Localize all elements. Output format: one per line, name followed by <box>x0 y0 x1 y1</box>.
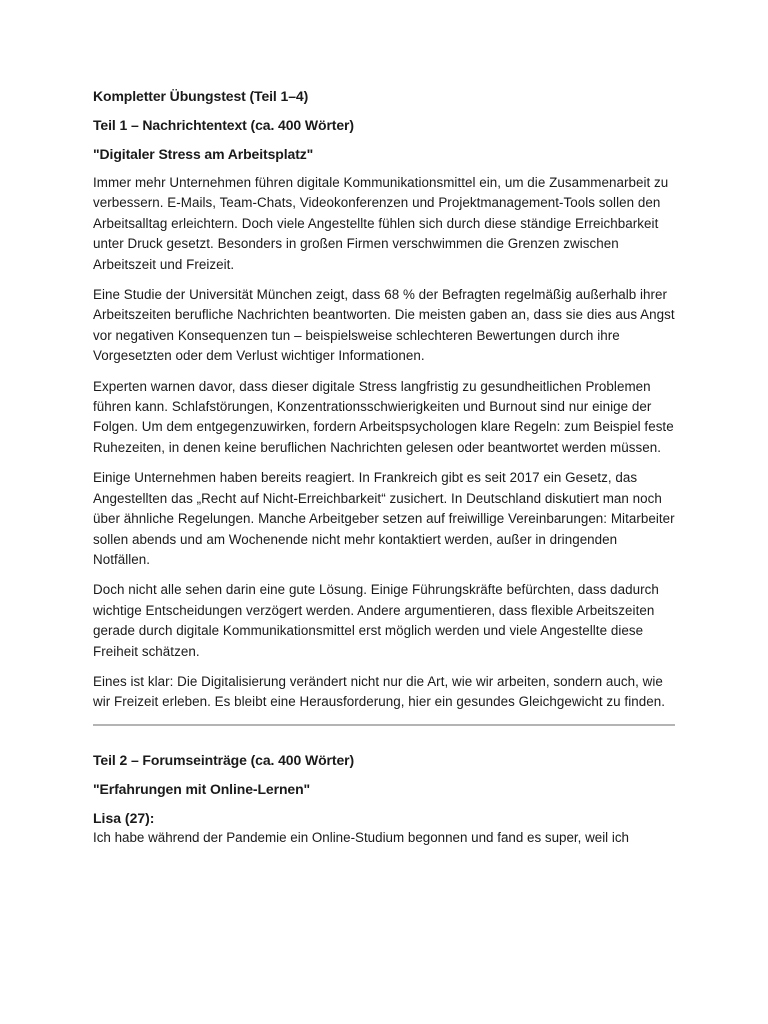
section-divider <box>93 724 675 726</box>
part1-paragraph: Einige Unternehmen haben bereits reagiert. In Frankreich gibt es seit 2017 ein Gesetz, das Angestellten das „Recht auf Nicht-Erreichbarkeit“ zusichert. In Deutschland diskutiert man noch über ähnliche Regelungen. Manche Arbeitgeber setzen auf freiwillige Vereinbarungen: Mitarbeiter sollen abends und am Wochenende nicht mehr kontaktiert werden, außer in dringenden Notfällen. <box>93 470 675 567</box>
part1-paragraph: Immer mehr Unternehmen führen digitale Kommunikationsmittel ein, um die Zusammenarbeit zu verbessern. E-Mails, Team-Chats, Videokonferenzen und Projektmanagement-Tools sollen den Arbeitsalltag erleichtern. Doch viele Angestellte fühlen sich durch diese ständige Erreichbarkeit unter Druck gesetzt. Besonders in großen Firmen verschwimmen die Grenzen zwischen Arbeitszeit und Freizeit. <box>93 175 669 272</box>
forum-entry <box>93 808 675 848</box>
part1-paragraph: Eines ist klar: Die Digitalisierung verändert nicht nur die Art, wie wir arbeiten, sondern auch, wie wir Freizeit erleben. Es bleibt eine Herausforderung, hier ein gesundes Gleichgewicht zu finden. <box>93 673 665 710</box>
part1-heading: Teil 1 – Nachrichtentext (ca. 400 Wörter) <box>93 117 354 133</box>
part1-subtitle: "Digitaler Stress am Arbeitsplatz" <box>93 146 314 162</box>
document-title: Kompletter Übungstest (Teil 1–4) <box>93 88 309 104</box>
part2-subtitle: "Erfahrungen mit Online-Lernen" <box>93 780 311 797</box>
part1-paragraph: Experten warnen davor, dass dieser digitale Stress langfristig zu gesundheitlichen Problemen führen kann. Schlafstörungen, Konzentrationsschwierigkeiten und Burnout sind nur einige der Folgen. Um dem entgegenzuwirken, fordern Arbeitspsychologen klare Regeln: zum Beispiel feste Ruhezeiten, in denen keine beruflichen Nachrichten gelesen oder beantwortet werden müssen. <box>93 378 674 455</box>
part2-heading: Teil 2 – Forumseinträge (ca. 400 Wörter) <box>93 751 355 768</box>
part1-paragraph: Doch nicht alle sehen darin eine gute Lösung. Einige Führungskräfte befürchten, dass dadurch wichtige Entscheidungen verzögert werden. Andere argumentieren, dass flexible Arbeitszeiten gerade durch digitale Kommunikationsmittel erst möglich werden und viele Angestellte diese Freiheit schätzen. <box>93 582 659 659</box>
forum-entry-text: Ich habe während der Pandemie ein Online-Studium begonnen und fand es super, weil ich <box>93 829 629 845</box>
part1-paragraph: Eine Studie der Universität München zeigt, dass 68 % der Befragten regelmäßig außerhalb ihrer Arbeitszeiten berufliche Nachrichten beantworten. Die meisten gaben an, dass sie dies aus Angst vor negativen Konsequenzen tun – beispielsweise schlechteren Bewertungen durch ihre Vorgesetzten oder dem Verlust wichtiger Informationen. <box>93 287 675 364</box>
forum-entry-author: Lisa (27): <box>93 809 155 826</box>
document-page <box>93 86 675 848</box>
